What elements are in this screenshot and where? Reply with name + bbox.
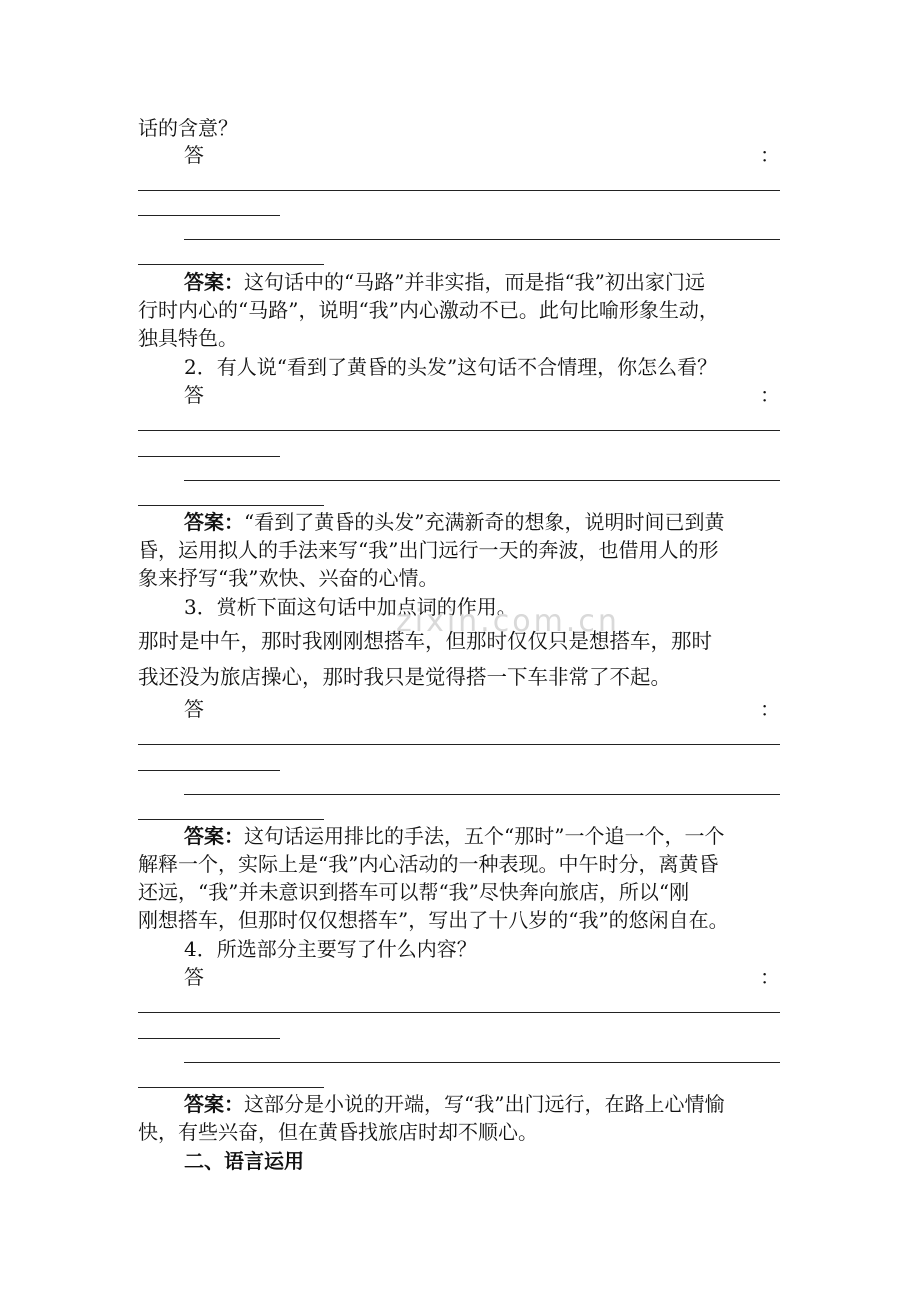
answer-blank-line[interactable]	[184, 480, 780, 481]
question-4: 4．所选部分主要写了什么内容？	[184, 937, 477, 961]
answer-4-line: 快，有些兴奋，但在黄昏找旅店时却不顺心。	[138, 1120, 538, 1144]
answer-blank-line[interactable]	[138, 505, 324, 506]
answer-3-line	[138, 822, 780, 850]
question-2: 2．有人说“看到了黄昏的头发”这句话不合情理，你怎么看？	[184, 355, 718, 379]
answer-blank-line[interactable]	[138, 456, 280, 457]
answer-text: 这部分是小说的开端，写“我”出门远行，在路上心情愉	[244, 1092, 725, 1116]
answer-prompt-2	[138, 381, 780, 409]
answer-3-line: 解释一个，实际上是“我”内心活动的一种表现。中午时分，离黄昏	[138, 852, 719, 876]
answer-prompt-4	[138, 963, 780, 991]
answer-2-line: 象来抒写“我”欢快、兴奋的心情。	[138, 566, 439, 590]
answer-prompt-char: 答	[184, 697, 204, 721]
answer-1-line	[138, 268, 780, 296]
answer-blank-line[interactable]	[184, 1062, 780, 1063]
answer-blank-line[interactable]	[138, 264, 324, 265]
answer-blank-line[interactable]	[138, 215, 280, 216]
answer-label: 答案：	[184, 824, 244, 848]
answer-prompt-char: 答	[184, 383, 204, 407]
answer-3-line: 刚想搭车，但那时仅仅想搭车”，写出了十八岁的“我”的悠闲自在。	[138, 908, 729, 932]
answer-blank-line[interactable]	[138, 770, 280, 771]
answer-3-line: 还远，“我”并未意识到搭车可以帮“我”尽快奔向旅店，所以“刚	[138, 880, 690, 904]
question-3: 3．赏析下面这句话中加点词的作用。	[184, 595, 517, 619]
question-1-tail: 话的含意？	[138, 116, 238, 140]
answer-blank-line[interactable]	[138, 1087, 324, 1088]
answer-blank-line[interactable]	[138, 190, 780, 191]
section-heading: 二、语言运用	[184, 1149, 304, 1173]
answer-blank-line[interactable]	[138, 819, 324, 820]
answer-blank-line[interactable]	[184, 239, 780, 240]
answer-1-line: 行时内心的“马路”，说明“我”内心激动不已。此句比喻形象生动，	[138, 298, 719, 322]
answer-blank-line[interactable]	[138, 1038, 280, 1039]
answer-prompt-colon: ：	[760, 965, 780, 989]
watermark: zixin.com.cn	[396, 604, 620, 639]
answer-prompt-colon: ：	[760, 143, 780, 167]
answer-text: “看到了黄昏的头发”充满新奇的想象，说明时间已到黄	[244, 510, 725, 534]
answer-4-line	[138, 1090, 780, 1118]
answer-prompt-colon: ：	[760, 383, 780, 407]
answer-prompt-3	[138, 695, 780, 723]
quoted-sentence-line: 我还没为旅店操心，那时我只是觉得搭一下车非常了不起。	[138, 665, 671, 689]
answer-blank-line[interactable]	[138, 430, 780, 431]
answer-prompt-1	[138, 141, 780, 169]
answer-blank-line[interactable]	[138, 744, 780, 745]
answer-blank-line[interactable]	[138, 1012, 780, 1013]
answer-label: 答案：	[184, 1092, 244, 1116]
answer-text: 这句话中的“马路”并非实指，而是指“我”初出家门远	[244, 270, 705, 294]
answer-blank-line[interactable]	[184, 794, 780, 795]
answer-2-line: 昏，运用拟人的手法来写“我”出门远行一天的奔波，也借用人的形	[138, 538, 719, 562]
answer-prompt-colon: ：	[760, 697, 780, 721]
document-page	[138, 0, 780, 1302]
answer-prompt-char: 答	[184, 965, 204, 989]
answer-1-line: 独具特色。	[138, 326, 238, 350]
quoted-sentence-line: 那时是中午，那时我刚刚想搭车，但那时仅仅只是想搭车，那时	[138, 629, 712, 653]
answer-label: 答案：	[184, 270, 244, 294]
answer-prompt-char: 答	[184, 143, 204, 167]
answer-2-line	[138, 508, 780, 536]
answer-label: 答案：	[184, 510, 244, 534]
answer-text: 这句话运用排比的手法，五个“那时”一个追一个，一个	[244, 824, 725, 848]
